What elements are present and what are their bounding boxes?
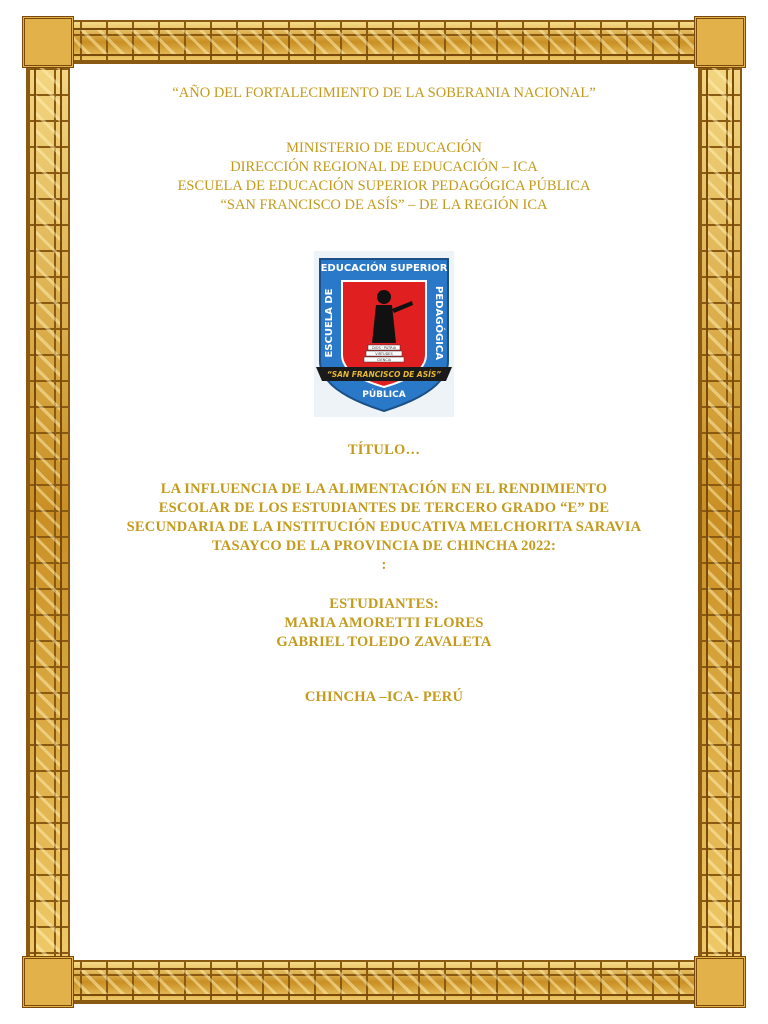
border-corner: [22, 16, 74, 68]
logo-right-text: PEDAGÓGICA: [433, 286, 444, 360]
institution-line: ESCUELA DE EDUCACIÓN SUPERIOR PEDAGÓGICA PÚBLICA: [177, 178, 591, 194]
school-shield-icon: [314, 251, 454, 417]
institution-line: DIRECCIÓN REGIONAL DE EDUCACIÓN – ICA: [230, 159, 538, 175]
border-right: [698, 20, 742, 1008]
year-motto: “AÑO DEL FORTALECIMIENTO DE LA SOBERANIA NACIONAL”: [172, 85, 596, 101]
title-label: TÍTULO…: [347, 442, 421, 458]
logo-left-text: ESCUELA DE: [324, 288, 335, 358]
institution-block: [80, 139, 688, 215]
border-top: [26, 20, 746, 64]
logo-bottom-text: PÚBLICA: [362, 390, 406, 400]
logo-book-line: VIRTUDES: [375, 352, 393, 356]
thesis-title-line: :: [381, 557, 387, 573]
place-line: CHINCHA –ICA- PERÚ: [304, 689, 464, 705]
student-name: MARIA AMORETTI FLORES: [284, 615, 484, 631]
student-name: GABRIEL TOLEDO ZAVALETA: [276, 634, 492, 650]
border-corner: [22, 956, 74, 1008]
thesis-title-line: ESCOLAR DE LOS ESTUDIANTES DE TERCERO GRADO “E” DE: [158, 500, 610, 516]
border-left: [26, 20, 70, 1008]
thesis-title-line: LA INFLUENCIA DE LA ALIMENTACIÓN EN EL RENDIMIENTO: [160, 481, 608, 497]
logo-top-text: EDUCACIÓN SUPERIOR: [320, 263, 448, 274]
border-corner: [694, 956, 746, 1008]
students-block: [80, 595, 688, 652]
institution-line: MINISTERIO DE EDUCACIÓN: [286, 140, 482, 156]
thesis-title-line: TASAYCO DE LA PROVINCIA DE CHINCHA 2022:: [212, 538, 556, 554]
school-logo: [314, 251, 454, 417]
logo-book-line: CIENCIA: [376, 358, 392, 362]
logo-book-line: DIOS · PATRIA: [371, 346, 397, 350]
border-bottom: [26, 960, 746, 1004]
logo-ribbon-text: “SAN FRANCISCO DE ASÍS”: [326, 370, 442, 379]
border-corner: [694, 16, 746, 68]
cover-content: [80, 80, 688, 707]
thesis-title: [80, 480, 688, 575]
institution-line: “SAN FRANCISCO DE ASÍS” – DE LA REGIÓN ICA: [220, 197, 548, 213]
students-label: ESTUDIANTES:: [329, 596, 439, 612]
thesis-title-line: SECUNDARIA DE LA INSTITUCIÓN EDUCATIVA MELCHORITA SARAVIA: [126, 519, 642, 535]
